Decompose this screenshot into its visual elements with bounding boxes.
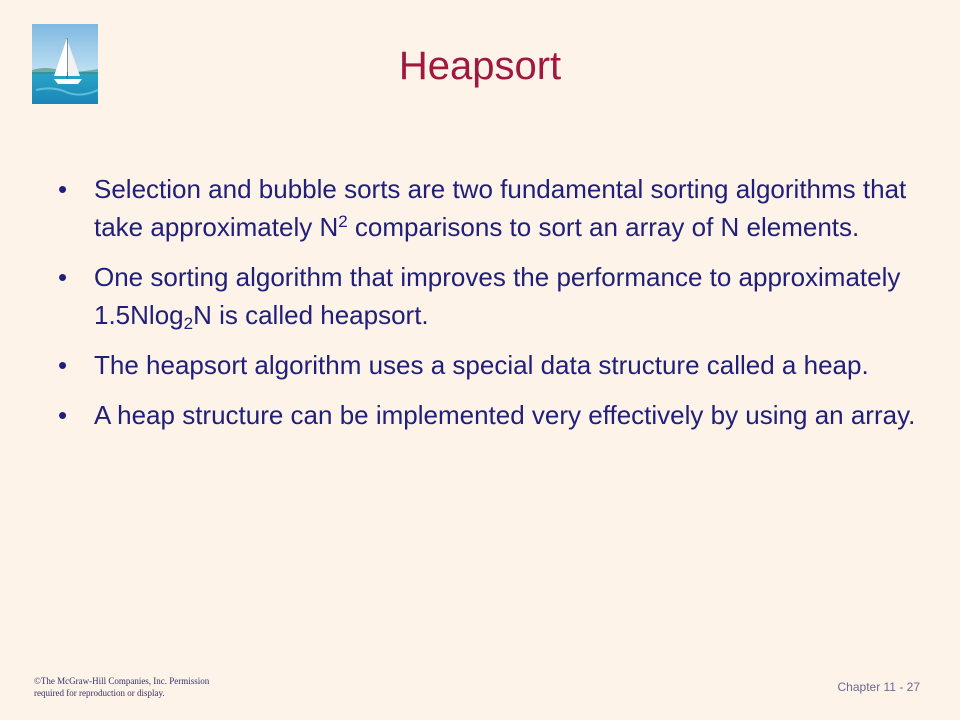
superscript: 2: [338, 212, 348, 231]
bullet-text: One sorting algorithm that improves the performance to approximately 1.5Nlog: [94, 262, 901, 330]
copyright-line-1: ©The McGraw-Hill Companies, Inc. Permission: [34, 676, 210, 686]
bullet-item: [58, 346, 918, 384]
bullet-text: N is called heapsort.: [193, 300, 429, 330]
bullet-dot: •: [58, 262, 68, 292]
bullet-text: Selection and bubble sorts are two fundamental sorting algorithms that take approximately N: [94, 174, 907, 242]
subscript: 2: [183, 314, 194, 333]
bullet-item: [58, 258, 918, 334]
slide-title: Heapsort: [398, 44, 562, 88]
bullet-list: [58, 170, 918, 446]
page-number: Chapter 11 - 27: [837, 680, 920, 694]
bullet-item: [58, 170, 918, 246]
bullet-text: comparisons to sort an array of N elements.: [347, 212, 860, 242]
bullet-dot: •: [58, 400, 68, 430]
bullet-text: A heap structure can be implemented very effectively by using an array.: [94, 400, 916, 430]
bullet-dot: •: [58, 174, 68, 204]
bullet-item: [58, 396, 918, 434]
copyright-notice: [34, 675, 294, 699]
bullet-text: The heapsort algorithm uses a special data structure called a heap.: [94, 350, 869, 380]
bullet-dot: •: [58, 350, 68, 380]
copyright-line-2: required for reproduction or display.: [34, 688, 165, 698]
